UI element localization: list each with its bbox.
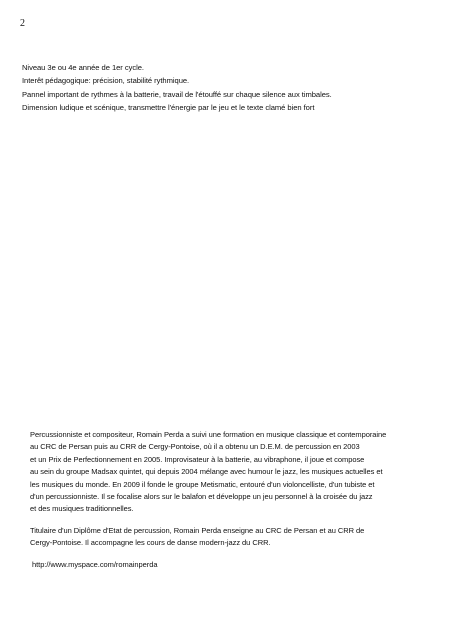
bio-line: Percussionniste et compositeur, Romain Perda a suivi une formation en musique classique et contemporaine <box>30 430 387 439</box>
intro-line: Interêt pédagogique: précision, stabilité rythmique. <box>22 76 190 86</box>
intro-line: Niveau 3e ou 4e année de 1er cycle. <box>22 63 144 72</box>
bio-line: d'un percussionniste. Il se focalise alors sur le balafon et développe un jeu personnel à la croisée du jazz <box>30 492 373 502</box>
paragraph-spacer <box>30 516 440 525</box>
paragraph-spacer <box>30 550 440 559</box>
bio-line: Cergy-Pontoise. Il accompagne les cours de danse modern-jazz du CRR. <box>30 538 271 548</box>
intro-text-block <box>22 61 442 115</box>
biography-block <box>30 429 440 571</box>
website-link[interactable]: http://www.myspace.com/romainperda <box>32 559 158 569</box>
bio-line: au sein du groupe Madsax quintet, qui depuis 2004 mélange avec humour le jazz, les musiques actuelles et <box>30 467 383 477</box>
bio-line: et un Prix de Perfectionnement en 2005. Improvisateur à la batterie, au vibraphone, il joue et compose <box>30 454 365 464</box>
bio-line: les musiques du monde. En 2009 il fonde le groupe Metismatic, entouré d'un violoncelliste, d'un tubiste et <box>30 479 375 489</box>
bio-paragraph-1 <box>30 429 440 516</box>
intro-line: Dimension ludique et scénique, transmettre l'énergie par le jeu et le texte clamé bien fort <box>22 103 315 113</box>
bio-line: et des musiques traditionnelles. <box>30 504 134 514</box>
bio-line: Titulaire d'un Diplôme d'Etat de percussion, Romain Perda enseigne au CRC de Persan et au CRR de <box>30 525 365 535</box>
bio-line: au CRC de Persan puis au CRR de Cergy-Pontoise, où il a obtenu un D.E.M. de percussion en 2003 <box>30 442 360 452</box>
page-number: 2 <box>20 18 25 29</box>
bio-paragraph-2 <box>30 525 440 550</box>
intro-line: Pannel important de rythmes à la batterie, travail de l'étouffé sur chaque silence aux timbales. <box>22 89 332 99</box>
